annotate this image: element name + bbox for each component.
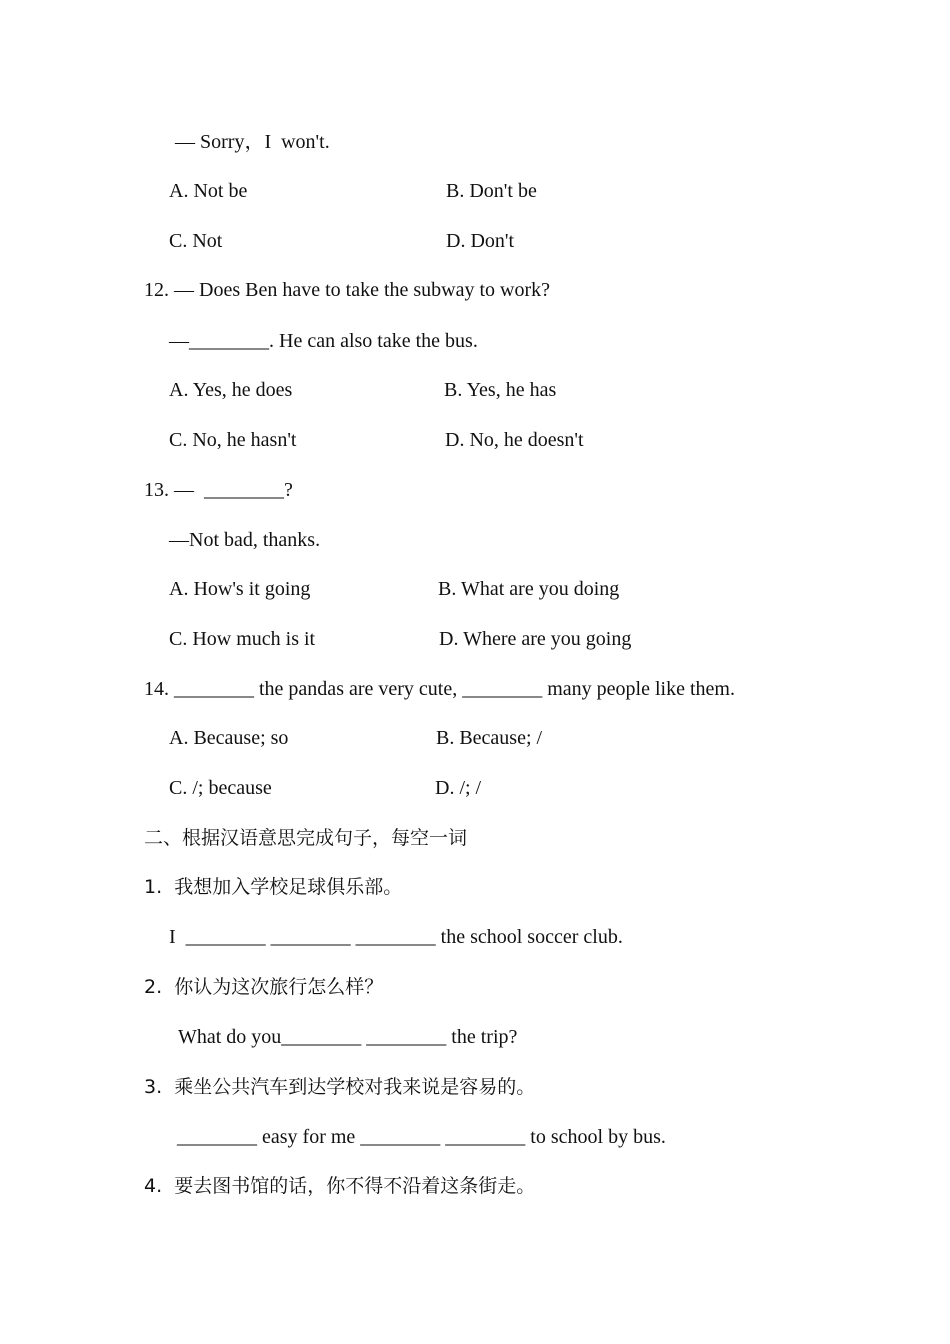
section-2-item-1-cn: 1. 我想加入学校足球俱乐部。 — [144, 876, 403, 898]
q11-option-c: C. Not — [169, 230, 223, 252]
q12-answer-line: —________. He can also take the bus. — [169, 330, 478, 352]
section-2-item-4-cn: 4. 要去图书馆的话，你不得不沿着这条街走。 — [144, 1175, 536, 1197]
q13-answer-line: —Not bad, thanks. — [169, 529, 321, 551]
section-2-item-2-cn: 2. 你认为这次旅行怎么样？ — [144, 976, 384, 998]
q12-option-b: B. Yes, he has — [444, 379, 557, 401]
q13-stem: 13. — ________? — [144, 479, 293, 501]
section-2-item-2-en: What do you________ ________ the trip? — [178, 1026, 518, 1048]
q12-option-c: C. No, he hasn't — [169, 429, 297, 451]
q14-option-a: A. Because; so — [169, 727, 289, 749]
section-2-item-1-en: I ________ ________ ________ the school soccer club. — [169, 926, 623, 948]
q13-option-d: D. Where are you going — [439, 628, 632, 650]
q12-stem: 12. — Does Ben have to take the subway to work? — [144, 279, 551, 301]
q13-option-b: B. What are you doing — [438, 578, 620, 600]
q12-option-d: D. No, he doesn't — [445, 429, 584, 451]
q13-option-a: A. How's it going — [169, 578, 311, 600]
section-2-item-3-cn: 3. 乘坐公共汽车到达学校对我来说是容易的。 — [144, 1076, 536, 1098]
q14-stem: 14. ________ the pandas are very cute, ________ many people like them. — [144, 678, 735, 700]
q11-option-d: D. Don't — [446, 230, 515, 252]
q11-option-a: A. Not be — [169, 180, 248, 202]
q13-option-c: C. How much is it — [169, 628, 316, 650]
q11-answer-line: — Sorry，I won't. — [175, 131, 330, 153]
q12-option-a: A. Yes, he does — [169, 379, 293, 401]
q14-option-b: B. Because; / — [436, 727, 543, 749]
q14-option-c: C. /; because — [169, 777, 272, 799]
q11-option-b: B. Don't be — [446, 180, 537, 202]
q14-option-d: D. /; / — [435, 777, 482, 799]
section-2-item-3-en: ________ easy for me ________ ________ to school by bus. — [177, 1126, 666, 1148]
section-2-title: 二、根据汉语意思完成句子，每空一词 — [144, 827, 468, 849]
